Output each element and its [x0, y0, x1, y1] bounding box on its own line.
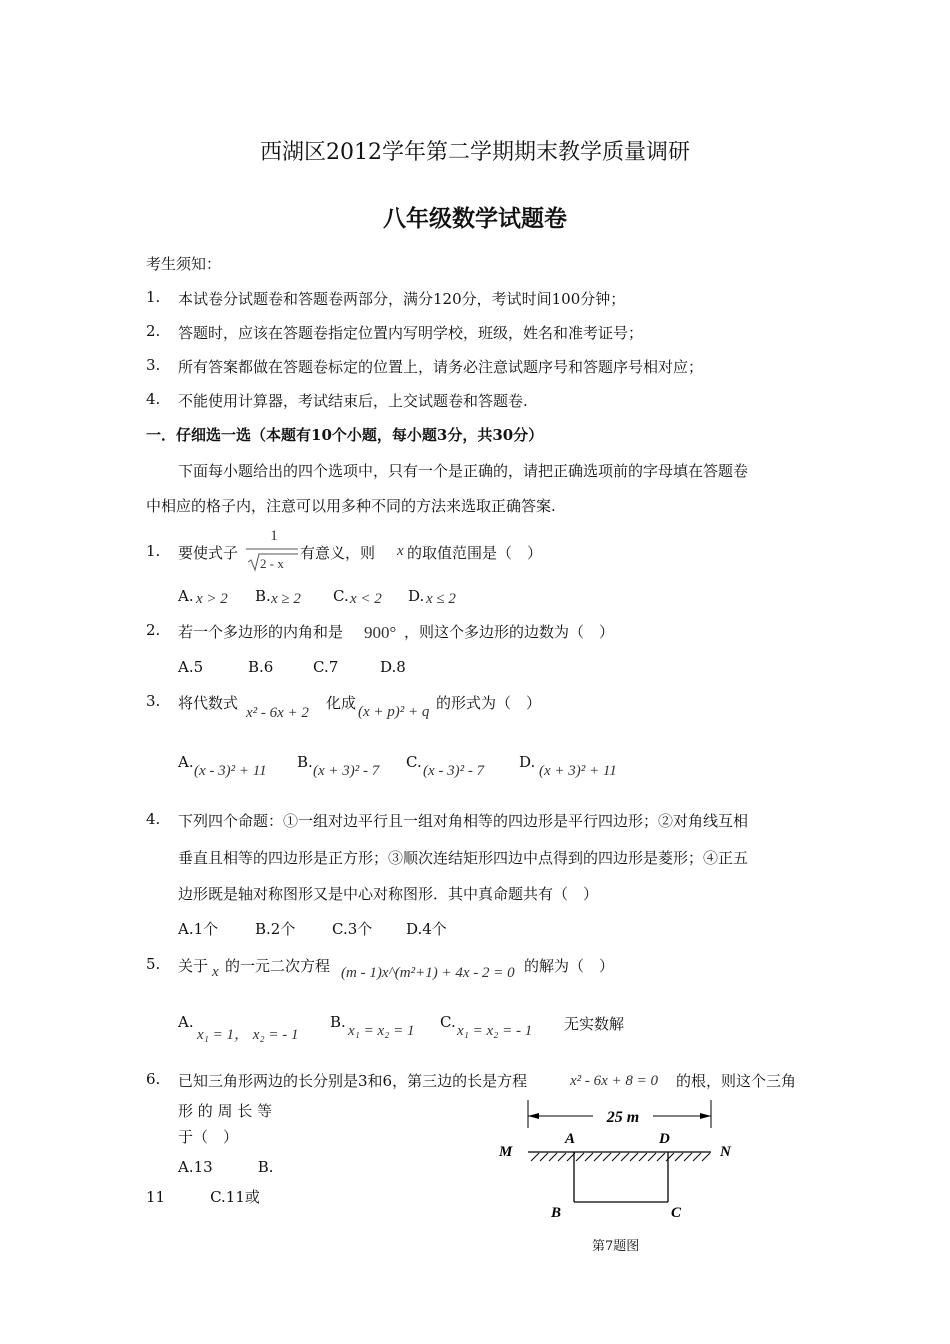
q3-option-a-label: A. [178, 753, 194, 771]
hatch-mark [576, 1153, 584, 1161]
notice-num-4: 4. [146, 390, 161, 408]
q3-option-b-label: B. [297, 753, 313, 771]
hatch-mark [621, 1153, 629, 1161]
q5-option-b-label: B. [330, 1013, 346, 1031]
q2-text-post: ，则这个多边形的边数为（ ） [404, 623, 615, 641]
section-intro-line1: 下面每小题给出的四个选项中，只有一个是正确的，请把正确选项前的字母填在答题卷 [178, 462, 749, 480]
hatch-mark [666, 1153, 674, 1161]
hatch-mark [612, 1153, 620, 1161]
q1-fraction-numerator: 1 [270, 528, 278, 544]
q1-option-b: x ≥ 2 [271, 591, 301, 607]
q2-option-d: D.8 [380, 658, 406, 676]
hatch-mark [675, 1153, 683, 1161]
q3-option-c: (x - 3)² - 7 [423, 763, 485, 779]
q3-option-b: (x + 3)² - 7 [313, 763, 380, 779]
q3-text-mid: 化成 [326, 694, 357, 712]
hatch-mark [702, 1153, 710, 1161]
notice-num-1: 1. [146, 288, 161, 306]
dimension-label: 25 m [606, 1109, 640, 1126]
q1-option-a-label: A. [178, 587, 194, 605]
q3-expression-1: x² - 6x + 2 [246, 705, 309, 721]
q5-text-pre: 关于 [178, 957, 209, 975]
q3-text-post: 的形式为（ ） [436, 694, 542, 712]
q5-option-d: 无实数解 [564, 1015, 625, 1033]
q5-expression: (m - 1)x^(m²+1) + 4x - 2 = 0 [341, 965, 515, 981]
q2-option-a: A.5 [178, 658, 204, 676]
hatch-mark [585, 1153, 593, 1161]
q2-option-c: C.7 [313, 658, 339, 676]
q5-option-b: x₁ = x₂ = 1 [348, 1023, 415, 1039]
q3-option-a: (x - 3)² + 11 [194, 763, 267, 779]
point-c-label: C [671, 1205, 682, 1221]
q4-option-b: B.2个 [255, 920, 296, 938]
q4-line2: 垂直且相等的四边形是正方形；③顺次连结矩形四边中点得到的四边形是菱形；④正五 [178, 849, 749, 867]
q3-expression-2: (x + p)² + q [358, 704, 430, 720]
q1-option-d-label: D. [408, 587, 425, 605]
figure-7-diagram [495, 1098, 745, 1228]
q1-text-pre: 要使式子 [178, 544, 239, 562]
q1-option-b-label: B. [255, 587, 271, 605]
hatch-mark [540, 1153, 548, 1161]
hatch-mark [531, 1153, 539, 1161]
exam-subtitle: 八年级数学试题卷 [383, 205, 567, 232]
hatch-mark [639, 1153, 647, 1161]
q2-expression: 900° [364, 623, 397, 642]
q5-text-post: 的解为（ ） [524, 957, 615, 975]
hatch-mark [648, 1153, 656, 1161]
q6-line1-pre: 已知三角形两边的长分别是3和6，第三边的长是方程 [178, 1072, 528, 1090]
q5-variable: x [212, 964, 219, 980]
notice-text-3: 所有答案都做在答题卷标定的位置上，请务必注意试题序号和答题序号相对应； [178, 358, 704, 376]
q6-line1-post: 的根，则这个三角 [676, 1072, 797, 1090]
q5-option-c-label: C. [440, 1013, 456, 1031]
q3-text-pre: 将代数式 [178, 694, 239, 712]
q1-option-d: x ≤ 2 [426, 591, 456, 607]
notice-num-2: 2. [146, 322, 161, 340]
q2-number: 2. [146, 621, 161, 639]
q3-number: 3. [146, 692, 161, 710]
notice-text-4: 不能使用计算器，考试结束后，上交试题卷和答题卷. [178, 392, 528, 410]
q4-option-a: A.1个 [178, 920, 219, 938]
hatch-mark [684, 1153, 692, 1161]
hatch-mark [549, 1153, 557, 1161]
q5-option-a: x₁ = 1， x₂ = - 1 [197, 1027, 299, 1043]
notice-num-3: 3. [146, 356, 161, 374]
q5-option-c: x₁ = x₂ = - 1 [457, 1023, 533, 1039]
point-n-label: N [720, 1144, 731, 1160]
q1-variable: x [397, 543, 404, 559]
figure-7-caption: 第7题图 [592, 1239, 640, 1254]
q4-option-d: D.4个 [406, 920, 447, 938]
hatch-mark [558, 1153, 566, 1161]
hatch-mark [693, 1153, 701, 1161]
q6-line4: A.13 B. [178, 1158, 274, 1176]
arrow-left-icon [528, 1113, 539, 1119]
point-b-label: B [551, 1205, 562, 1221]
exam-title: 西湖区2012学年第二学期期末教学质量调研 [260, 140, 690, 165]
q3-option-c-label: C. [406, 753, 422, 771]
q1-number: 1. [146, 542, 161, 560]
q4-number: 4. [146, 810, 161, 828]
notice-heading: 考生须知： [146, 255, 222, 273]
q2-text-pre: 若一个多边形的内角和是 [178, 623, 344, 641]
q4-line1: 下列四个命题：①一组对边平行且一组对角相等的四边形是平行四边形；②对角线互相 [178, 812, 749, 830]
q6-line1-expression: x² - 6x + 8 = 0 [570, 1073, 659, 1089]
q5-number: 5. [146, 955, 161, 973]
q1-text-post: 有意义，则 [300, 544, 376, 562]
hatch-mark [657, 1153, 665, 1161]
hatch-mark [594, 1153, 602, 1161]
hatch-mark [603, 1153, 611, 1161]
q6-number: 6. [146, 1070, 161, 1088]
q3-option-d-label: D. [519, 753, 536, 771]
q2-option-b: B.6 [248, 658, 274, 676]
q3-option-d: (x + 3)² + 11 [539, 763, 617, 779]
q6-line3: 于（ ） [178, 1128, 239, 1146]
q1-text-post2: 的取值范围是（ ） [407, 544, 543, 562]
q5-text-mid: 的一元二次方程 [225, 957, 331, 975]
q5-option-a-label: A. [178, 1013, 194, 1031]
q6-line5: 11 C.11或 [146, 1188, 260, 1206]
point-d-label: D [659, 1131, 670, 1147]
q1-option-c-label: C. [333, 587, 349, 605]
point-m-label: M [499, 1144, 513, 1160]
hatch-mark [630, 1153, 638, 1161]
q1-option-c: x < 2 [350, 591, 382, 607]
notice-text-1: 本试卷分试题卷和答题卷两部分，满分120分，考试时间100分钟； [178, 290, 626, 308]
wall-hatching [531, 1153, 710, 1161]
section-heading: 一．仔细选一选（本题有10个小题，每小题3分，共30分） [146, 426, 544, 444]
q1-option-a: x > 2 [196, 591, 228, 607]
q4-line3: 边形既是轴对称图形又是中心对称图形．其中真命题共有（ ） [178, 885, 599, 903]
point-a-label: A [565, 1131, 576, 1147]
section-intro-line2: 中相应的格子内，注意可以用多种不同的方法来选取正确答案. [146, 497, 556, 515]
q6-line2: 形 的 周 长 等 [178, 1102, 273, 1120]
q1-fraction-denominator: 2 - x [260, 556, 284, 571]
q4-option-c: C.3个 [332, 920, 373, 938]
notice-text-2: 答题时，应该在答题卷指定位置内写明学校，班级，姓名和准考证号； [178, 324, 644, 342]
arrow-right-icon [700, 1113, 711, 1119]
